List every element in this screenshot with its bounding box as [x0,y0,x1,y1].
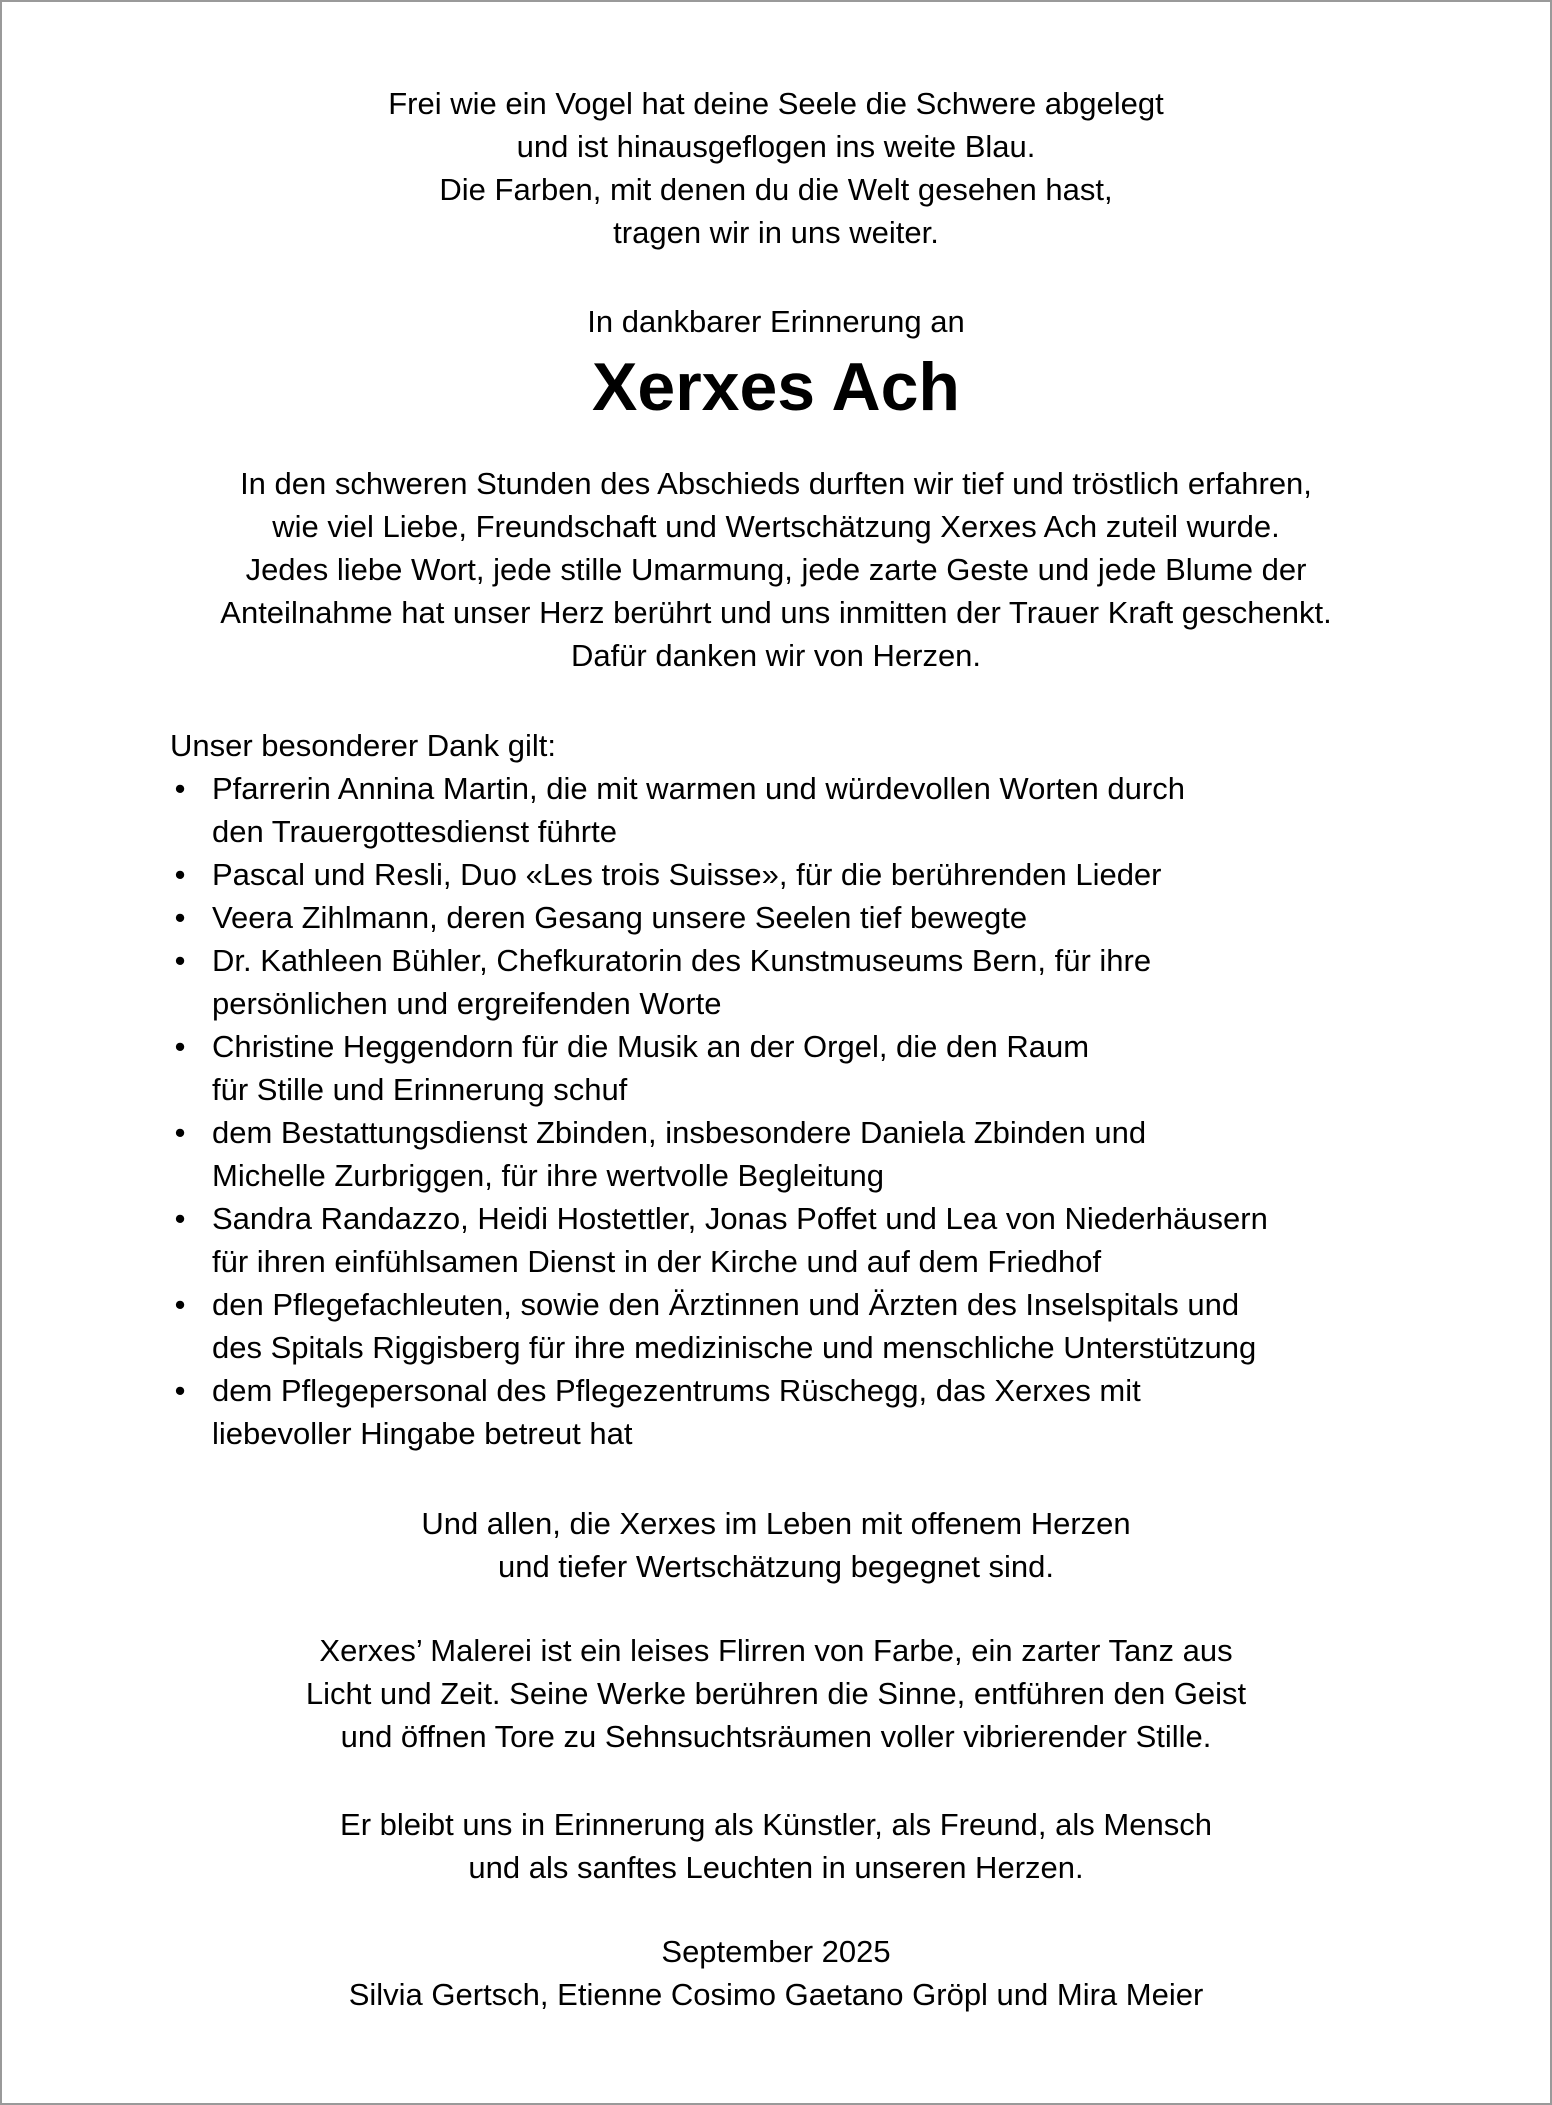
thanks-line: Anteilnahme hat unser Herz berührt und uns inmitten der Trauer Kraft geschenkt. [220,595,1332,630]
poem-line: und ist hinausgeflogen ins weite Blau. [516,129,1036,164]
list-item-line: Sandra Randazzo, Heidi Hostettler, Jonas Poffet und Lea von Niederhäusern [212,1201,1268,1236]
list-item-line: persönlichen und ergreifenden Worte [212,986,722,1021]
list-item-line: dem Bestattungsdienst Zbinden, insbesondere Daniela Zbinden und [212,1115,1147,1150]
list-item-line: für ihren einfühlsamen Dienst in der Kirche und auf dem Friedhof [212,1244,1102,1279]
list-item [170,1197,1470,1283]
bullet-icon: • [174,943,186,978]
closing-line: Und allen, die Xerxes im Leben mit offenem Herzen [421,1506,1131,1541]
poem-line: Frei wie ein Vogel hat deine Seele die Schwere abgelegt [388,86,1164,121]
bullet-icon: • [174,771,186,806]
bullet-icon: • [174,1287,186,1322]
closing-line: und öffnen Tore zu Sehnsuchtsräumen voller vibrierender Stille. [340,1719,1212,1754]
intro-line: In dankbarer Erinnerung an [587,304,965,339]
bullet-icon: • [174,1029,186,1064]
deceased-name: Xerxes Ach [592,349,960,425]
special-thanks-list [170,767,1470,1455]
closing-line: und tiefer Wertschätzung begegnet sind. [497,1549,1055,1584]
thanks-line: Dafür danken wir von Herzen. [570,638,982,673]
bullet-icon: • [174,1115,186,1150]
special-thanks [170,724,1470,1455]
list-item [170,1369,1470,1455]
list-item [170,939,1470,1025]
list-item-line: den Trauergottesdienst führte [212,814,617,849]
closing-paragraph-all [2,1502,1550,1588]
poem-line: Die Farben, mit denen du die Welt gesehen hast, [439,172,1113,207]
list-item [170,1025,1470,1111]
list-item [170,1283,1470,1369]
list-item-line: Veera Zihlmann, deren Gesang unsere Seelen tief bewegte [212,900,1028,935]
list-item-line: Dr. Kathleen Bühler, Chefkuratorin des Kunstmuseums Bern, für ihre [212,943,1152,978]
list-item-line: liebevoller Hingabe betreut hat [212,1416,633,1451]
list-item [170,767,1470,853]
poem [2,82,1550,254]
list-item-line: Pascal und Resli, Duo «Les trois Suisse», für die berührenden Lieder [212,857,1162,892]
closing-line: Licht und Zeit. Seine Werke berühren die Sinne, entführen den Geist [305,1676,1247,1711]
bullet-icon: • [174,1373,186,1408]
list-item-line: Michelle Zurbriggen, für ihre wertvolle Begleitung [212,1158,884,1193]
thanks-line: In den schweren Stunden des Abschieds durften wir tief und tröstlich erfahren, [240,466,1312,501]
list-item [170,896,1470,939]
thanks-line: Jedes liebe Wort, jede stille Umarmung, jede zarte Geste und jede Blume der [245,552,1307,587]
list-item [170,1111,1470,1197]
intro-text [2,300,1550,343]
list-item-line: dem Pflegepersonal des Pflegezentrums Rüschegg, das Xerxes mit [212,1373,1141,1408]
thanks-line: wie viel Liebe, Freundschaft und Wertschätzung Xerxes Ach zuteil wurde. [272,509,1280,544]
list-item-line: für Stille und Erinnerung schuf [212,1072,628,1107]
list-item-line: Pfarrerin Annina Martin, die mit warmen und würdevollen Worten durch [212,771,1185,806]
list-item-line: Christine Heggendorn für die Musik an der Orgel, die den Raum [212,1029,1090,1064]
bullet-icon: • [174,900,186,935]
list-item [170,853,1470,896]
closing-paragraph-memory [2,1803,1550,1889]
bullet-icon: • [174,1201,186,1236]
closing-line: und als sanftes Leuchten in unseren Herzen. [468,1850,1084,1885]
signoff-date: September 2025 [661,1934,891,1969]
poem-line: tragen wir in uns weiter. [613,215,939,250]
closing-line: Xerxes’ Malerei ist ein leises Flirren von Farbe, ein zarter Tanz aus [319,1633,1233,1668]
list-item-line: den Pflegefachleuten, sowie den Ärztinnen und Ärzten des Inselspitals und [212,1287,1240,1322]
list-item-line: des Spitals Riggisberg für ihre medizinische und menschliche Unterstützung [212,1330,1257,1365]
closing-line: Er bleibt uns in Erinnerung als Künstler, als Freund, als Mensch [340,1807,1212,1842]
signoff-names: Silvia Gertsch, Etienne Cosimo Gaetano Gröpl und Mira Meier [348,1977,1204,2012]
signoff [2,1930,1550,2016]
bullet-icon: • [174,857,186,892]
closing-paragraph-art [2,1629,1550,1758]
special-thanks-heading: Unser besonderer Dank gilt: [170,728,556,763]
thanks-paragraph [2,462,1550,677]
